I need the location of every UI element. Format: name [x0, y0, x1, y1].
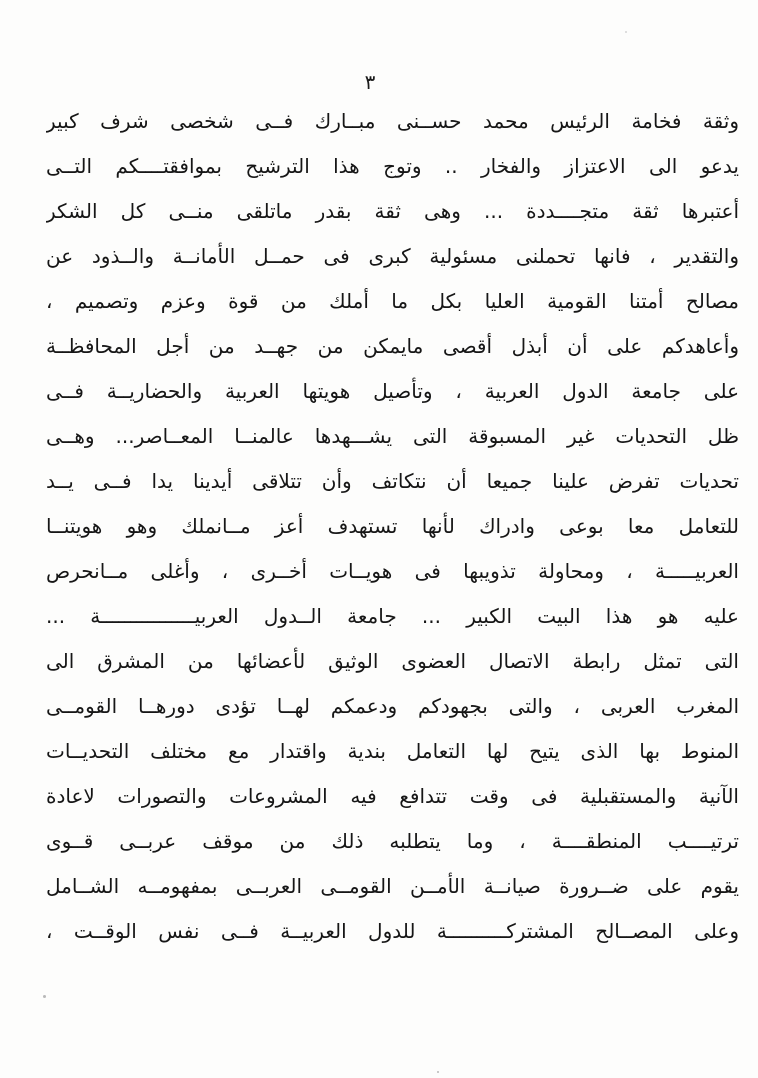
text-line: عليه هو هذا البيت الكبير ... جامعة الــدول العربيــــــــــــــــة ... [46, 604, 739, 628]
text-line: التى تمثل رابطة الاتصال العضوى الوثيق لأعضائها من المشرق الى [46, 649, 739, 673]
text-line: وأعاهدكم على أن أبذل أقصى مايمكن من جهــد من أجل المحافظــة [46, 334, 739, 358]
scan-speck [625, 31, 627, 33]
text-line: للتعامل معا بوعى وادراك لأنها تستهدف أعز مــانملك وهو هويتنــا [46, 514, 739, 538]
text-line: وثقة فخامة الرئيس محمد حســنى مبــارك فــى شخصى شرف كبير [46, 109, 739, 133]
text-line: تحديات تفرض علينا جميعا أن نتكاتف وأن تتلاقى أيدينا يدا فــى يــد [46, 469, 739, 493]
text-line: وعلى المصــالح المشتركــــــــــة للدول العربيــة فــى نفس الوقــت ، [46, 919, 739, 943]
text-line: مصالح أمتنا القومية العليا بكل ما أملك من قوة وعزم وتصميم ، [46, 289, 739, 313]
text-line: والتقدير ، فانها تحملنى مسئولية كبرى فى حمــل الأمانــة والــذود عن [46, 244, 739, 268]
body-text [46, 99, 739, 954]
text-line: يدعو الى الاعتزاز والفخار .. وتوج هذا الترشيح بموافقتــــكم التــى [46, 154, 739, 178]
page-number: ٣ [364, 70, 376, 94]
text-line: العربيـــــة ، ومحاولة تذويبها فى هويــات أخــرى ، وأغلى مــانحرص [46, 559, 739, 583]
text-line: أعتبرها ثقة متجــــددة ... وهى ثقة بقدر ماتلقى منــى كل الشكر [46, 199, 739, 223]
text-line: المنوط بها الذى يتيح لها التعامل بندية واقتدار مع مختلف التحديــات [46, 739, 739, 763]
text-line: الآنية والمستقبلية فى وقت تتدافع فيه المشروعات والتصورات لاعادة [46, 784, 739, 808]
text-line: يقوم على ضــرورة صيانــة الأمــن القومــى العربــى بمفهومــه الشــامل [46, 874, 739, 898]
scan-speck [437, 1071, 439, 1073]
text-line: ترتيــــب المنطقــــة ، وما يتطلبه ذلك من موقف عربــى قــوى [46, 829, 739, 853]
text-line: ظل التحديات غير المسبوقة التى يشـــهدها عالمنــا المعــاصر... وهــى [46, 424, 739, 448]
text-line: على جامعة الدول العربية ، وتأصيل هويتها العربية والحضاريــة فــى [46, 379, 739, 403]
scan-speck [43, 995, 46, 998]
text-line: المغرب العربى ، والتى بجهودكم ودعمكم لهــا تؤدى دورهــا القومــى [46, 694, 739, 718]
